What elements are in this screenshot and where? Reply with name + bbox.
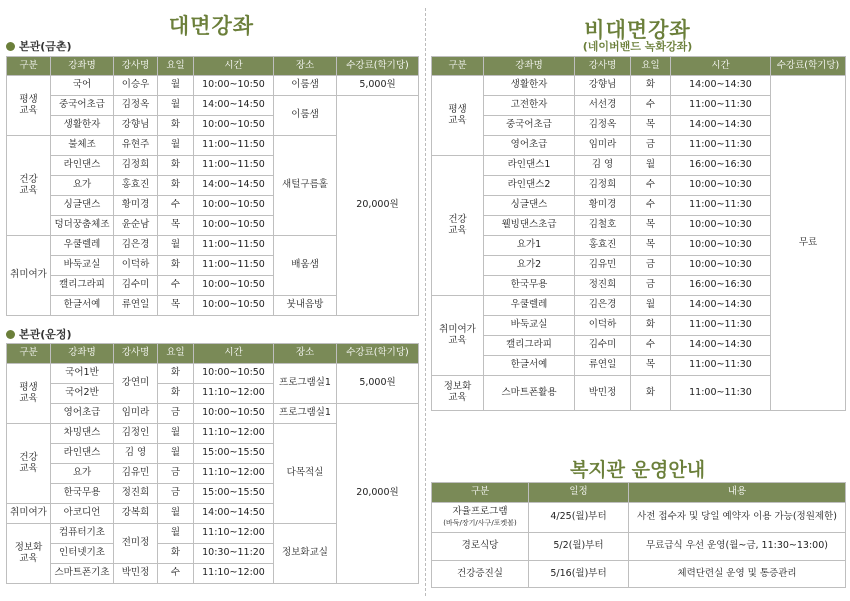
time-cell: 11:00~11:50 [194, 236, 274, 256]
course-name: 생활한자 [51, 116, 114, 136]
place-cell: 이룸샘 [274, 96, 337, 136]
place-cell: 붓내음방 [274, 296, 337, 316]
header-cell: 내용 [629, 483, 846, 503]
course-name: 우쿨렐레 [51, 236, 114, 256]
place-cell: 프로그램실1 [274, 404, 337, 424]
date-cell: 5/16(월)부터 [529, 561, 629, 588]
time-cell: 11:00~11:50 [194, 156, 274, 176]
category-text: 정보화 [14, 541, 43, 553]
geumchon-table [6, 56, 419, 316]
time-cell: 10:00~10:50 [194, 116, 274, 136]
day-cell: 목 [158, 296, 194, 316]
category-text: 건강 [19, 451, 38, 463]
table-row [432, 76, 846, 96]
course-name: 라인댄스1 [484, 156, 575, 176]
teacher-name: 김은경 [114, 236, 158, 256]
time-cell: 10:00~10:50 [194, 76, 274, 96]
category-cell [432, 156, 484, 296]
table-header-row [7, 344, 419, 364]
teacher-name: 강향님 [114, 116, 158, 136]
category-text: 건강 [19, 173, 38, 185]
content-cell: 사전 접수자 및 당일 예약자 이용 가능(정원제한) [629, 503, 846, 533]
time-cell: 14:00~14:30 [671, 76, 771, 96]
category-subtext: (바둑/장기/사구/포켓볼) [443, 518, 517, 527]
teacher-name: 김정인 [114, 424, 158, 444]
day-cell: 수 [158, 276, 194, 296]
category-text: 교육 [19, 392, 38, 404]
day-cell: 월 [631, 296, 671, 316]
time-cell: 14:00~14:30 [671, 336, 771, 356]
day-cell: 금 [158, 464, 194, 484]
header-cell: 시간 [671, 57, 771, 76]
course-name: 스마트폰활용 [484, 376, 575, 411]
course-name: 스마트폰기초 [51, 564, 114, 584]
category-text: 평생 [448, 103, 467, 115]
time-cell: 10:00~10:50 [194, 216, 274, 236]
category-cell [7, 524, 51, 584]
course-name: 한글서예 [484, 356, 575, 376]
teacher-name: 정진희 [575, 276, 631, 296]
nonface-title: 비대면강좌 [584, 18, 691, 42]
course-name: 고전한자 [484, 96, 575, 116]
header-cell: 강사명 [114, 344, 158, 364]
day-cell: 화 [631, 316, 671, 336]
teacher-name: 김 영 [114, 444, 158, 464]
header-cell: 구분 [7, 57, 51, 76]
time-cell: 10:00~10:30 [671, 236, 771, 256]
teacher-name: 류연일 [114, 296, 158, 316]
content-cell: 무료급식 우선 운영(월~금, 11:30~13:00) [629, 533, 846, 561]
category-text: 평생 [19, 93, 38, 105]
time-cell: 15:00~15:50 [194, 484, 274, 504]
course-name: 요가1 [484, 236, 575, 256]
course-name: 요가2 [484, 256, 575, 276]
day-cell: 수 [158, 564, 194, 584]
category-text: 교육 [448, 392, 467, 403]
day-cell: 화 [631, 376, 671, 411]
category-cell [7, 136, 51, 236]
category-text: 취미여가 [439, 323, 476, 335]
teacher-name: 황미경 [114, 196, 158, 216]
course-name: 차밍댄스 [51, 424, 114, 444]
category-cell: 건강증진실 [432, 561, 529, 588]
category-cell [432, 76, 484, 156]
course-name: 라인댄스 [51, 444, 114, 464]
bullet-icon [6, 330, 15, 339]
day-cell: 월 [158, 136, 194, 156]
course-name: 중국어초급 [484, 116, 575, 136]
header-cell: 수강료(학기당) [337, 344, 419, 364]
day-cell: 금 [631, 276, 671, 296]
category-cell [7, 364, 51, 424]
table-row [432, 561, 846, 588]
header-cell: 강사명 [114, 57, 158, 76]
time-cell: 11:10~12:00 [194, 384, 274, 404]
time-cell: 11:00~11:50 [194, 136, 274, 156]
header-cell: 요일 [158, 57, 194, 76]
category-text: 교육 [19, 104, 38, 116]
place-cell: 다목적실 [274, 424, 337, 524]
day-cell: 월 [158, 236, 194, 256]
time-cell: 10:00~10:50 [194, 296, 274, 316]
course-name: 요가 [51, 176, 114, 196]
fee-cell: 5,000원 [337, 364, 419, 404]
course-name: 라인댄스2 [484, 176, 575, 196]
category-text: 교육 [19, 552, 38, 564]
time-cell: 10:00~10:30 [671, 216, 771, 236]
time-cell: 11:00~11:30 [671, 96, 771, 116]
day-cell: 목 [631, 356, 671, 376]
fee-cell: 무료 [771, 76, 846, 411]
time-cell: 11:00~11:30 [671, 316, 771, 336]
teacher-name: 김수미 [575, 336, 631, 356]
category-cell [432, 503, 529, 533]
time-cell: 10:00~10:30 [671, 176, 771, 196]
fee-cell: 20,000원 [337, 96, 419, 316]
day-cell: 화 [158, 364, 194, 384]
time-cell: 14:00~14:30 [671, 296, 771, 316]
nonface-table [431, 56, 846, 411]
teacher-name: 김철호 [575, 216, 631, 236]
header-cell: 장소 [274, 57, 337, 76]
teacher-name: 박민정 [114, 564, 158, 584]
fee-cell: 5,000원 [337, 76, 419, 96]
day-cell: 화 [158, 256, 194, 276]
category-cell [432, 376, 484, 411]
course-name: 요가 [51, 464, 114, 484]
course-name: 국어 [51, 76, 114, 96]
time-cell: 11:10~12:00 [194, 424, 274, 444]
course-name: 영어초급 [51, 404, 114, 424]
day-cell: 수 [631, 196, 671, 216]
header-cell: 구분 [7, 344, 51, 364]
date-cell: 4/25(월)부터 [529, 503, 629, 533]
course-name: 캘리그라피 [484, 336, 575, 356]
time-cell: 10:00~10:50 [194, 276, 274, 296]
day-cell: 수 [631, 96, 671, 116]
teacher-name: 김정희 [575, 176, 631, 196]
header-cell: 요일 [158, 344, 194, 364]
table-header-row [432, 483, 846, 503]
category-text: 건강 [448, 213, 467, 225]
day-cell: 화 [158, 176, 194, 196]
day-cell: 화 [158, 544, 194, 564]
day-cell: 월 [158, 424, 194, 444]
place-cell: 배움샘 [274, 236, 337, 296]
category-cell: 취미여가 [7, 504, 51, 524]
header-cell: 강사명 [575, 57, 631, 76]
time-cell: 10:00~10:50 [194, 364, 274, 384]
time-cell: 11:00~11:30 [671, 356, 771, 376]
course-name: 캘리그라피 [51, 276, 114, 296]
teacher-name: 이덕하 [575, 316, 631, 336]
section-geumchon [6, 38, 72, 54]
time-cell: 10:00~10:50 [194, 196, 274, 216]
header-cell: 일정 [529, 483, 629, 503]
course-name: 덩더꿍춤체조 [51, 216, 114, 236]
teacher-name: 김정옥 [114, 96, 158, 116]
course-name: 불체조 [51, 136, 114, 156]
nonface-subtitle: (네이버밴드 녹화강좌) [582, 40, 693, 53]
day-cell: 화 [631, 76, 671, 96]
teacher-name: 황미경 [575, 196, 631, 216]
day-cell: 월 [158, 524, 194, 544]
time-cell: 11:00~11:50 [194, 256, 274, 276]
course-name: 중국어초급 [51, 96, 114, 116]
section-label: 본관(금촌) [19, 40, 72, 53]
time-cell: 14:00~14:50 [194, 96, 274, 116]
day-cell: 화 [158, 156, 194, 176]
header-cell: 강좌명 [51, 344, 114, 364]
place-cell: 정보화교실 [274, 524, 337, 584]
face-title: 대면강좌 [168, 14, 255, 38]
teacher-name: 유현주 [114, 136, 158, 156]
day-cell: 화 [158, 384, 194, 404]
teacher-name: 이덕하 [114, 256, 158, 276]
day-cell: 금 [631, 136, 671, 156]
day-cell: 목 [631, 216, 671, 236]
course-name: 바둑교실 [51, 256, 114, 276]
day-cell: 목 [631, 116, 671, 136]
bullet-icon [6, 42, 15, 51]
teacher-name: 서선경 [575, 96, 631, 116]
day-cell: 금 [158, 404, 194, 424]
header-cell: 구분 [432, 483, 529, 503]
teacher-name: 류연일 [575, 356, 631, 376]
category-text: 교육 [448, 224, 467, 236]
day-cell: 수 [631, 336, 671, 356]
course-name: 한국무용 [484, 276, 575, 296]
teacher-name: 정진희 [114, 484, 158, 504]
course-name: 웰빙댄스초급 [484, 216, 575, 236]
course-name: 국어1반 [51, 364, 114, 384]
course-name: 바둑교실 [484, 316, 575, 336]
header-cell: 장소 [274, 344, 337, 364]
content-cell: 체력단련실 운영 및 통증관리 [629, 561, 846, 588]
header-cell: 강좌명 [484, 57, 575, 76]
category-cell [432, 296, 484, 376]
header-cell: 강좌명 [51, 57, 114, 76]
header-cell: 수강료(학기당) [771, 57, 846, 76]
unjeong-table [6, 343, 419, 584]
time-cell: 10:00~10:50 [194, 404, 274, 424]
table-header-row [7, 57, 419, 76]
table-header-row [432, 57, 846, 76]
time-cell: 14:00~14:30 [671, 116, 771, 136]
teacher-name: 박민정 [575, 376, 631, 411]
day-cell: 금 [158, 484, 194, 504]
date-cell: 5/2(월)부터 [529, 533, 629, 561]
day-cell: 월 [158, 96, 194, 116]
teacher-name: 김은경 [575, 296, 631, 316]
course-name: 한글서예 [51, 296, 114, 316]
day-cell: 월 [158, 504, 194, 524]
course-name: 국어2반 [51, 384, 114, 404]
category-text: 평생 [19, 381, 38, 393]
category-text: 교육 [448, 114, 467, 126]
teacher-name: 김유민 [114, 464, 158, 484]
teacher-name: 김정옥 [575, 116, 631, 136]
teacher-name: 윤순남 [114, 216, 158, 236]
time-cell: 16:00~16:30 [671, 156, 771, 176]
day-cell: 화 [158, 116, 194, 136]
header-cell: 수강료(학기당) [337, 57, 419, 76]
place-cell: 프로그램실1 [274, 364, 337, 404]
teacher-name: 이승우 [114, 76, 158, 96]
time-cell: 16:00~16:30 [671, 276, 771, 296]
info-title: 복지관 운영안내 [569, 459, 706, 481]
category-text: 교육 [19, 462, 38, 474]
teacher-name: 강향님 [575, 76, 631, 96]
time-cell: 11:10~12:00 [194, 524, 274, 544]
info-table [431, 482, 846, 588]
day-cell: 월 [631, 156, 671, 176]
teacher-name: 김수미 [114, 276, 158, 296]
table-row [7, 404, 419, 424]
header-cell: 시간 [194, 344, 274, 364]
category-text: 자율프로그램 [452, 505, 508, 517]
table-row [7, 96, 419, 116]
day-cell: 월 [158, 76, 194, 96]
teacher-name: 전미정 [114, 524, 158, 564]
teacher-name: 임미라 [114, 404, 158, 424]
time-cell: 10:00~10:30 [671, 256, 771, 276]
teacher-name: 강복희 [114, 504, 158, 524]
course-name: 컴퓨터기초 [51, 524, 114, 544]
course-name: 우쿨렐레 [484, 296, 575, 316]
fee-cell: 20,000원 [337, 404, 419, 584]
time-cell: 11:00~11:30 [671, 376, 771, 411]
place-cell: 이룸샘 [274, 76, 337, 96]
time-cell: 10:30~11:20 [194, 544, 274, 564]
place-cell: 새털구름홀 [274, 136, 337, 236]
table-row [432, 533, 846, 561]
course-name: 싱글댄스 [51, 196, 114, 216]
teacher-name: 김유민 [575, 256, 631, 276]
teacher-name: 김 영 [575, 156, 631, 176]
section-label: 본관(운정) [19, 328, 72, 341]
day-cell: 목 [158, 216, 194, 236]
time-cell: 11:10~12:00 [194, 564, 274, 584]
time-cell: 11:00~11:30 [671, 136, 771, 156]
category-text: 교육 [448, 334, 467, 346]
day-cell: 수 [158, 196, 194, 216]
teacher-name: 홍효진 [114, 176, 158, 196]
category-text: 교육 [19, 184, 38, 196]
time-cell: 14:00~14:50 [194, 176, 274, 196]
category-cell [7, 424, 51, 504]
day-cell: 금 [631, 256, 671, 276]
header-cell: 시간 [194, 57, 274, 76]
table-row [7, 364, 419, 384]
divider [425, 8, 426, 596]
course-name: 한국무용 [51, 484, 114, 504]
category-cell: 경로식당 [432, 533, 529, 561]
category-text: 정보화 [443, 381, 472, 393]
day-cell: 월 [158, 444, 194, 464]
category-cell [7, 76, 51, 136]
header-cell: 요일 [631, 57, 671, 76]
day-cell: 수 [631, 176, 671, 196]
course-name: 인터넷기초 [51, 544, 114, 564]
course-name: 아코디언 [51, 504, 114, 524]
teacher-name: 김정희 [114, 156, 158, 176]
course-name: 라인댄스 [51, 156, 114, 176]
category-cell: 취미여가 [7, 236, 51, 316]
course-name: 싱글댄스 [484, 196, 575, 216]
section-unjeong [6, 326, 72, 342]
teacher-name: 임미라 [575, 136, 631, 156]
table-row [432, 503, 846, 533]
course-name: 영어초급 [484, 136, 575, 156]
time-cell: 14:00~14:50 [194, 504, 274, 524]
time-cell: 15:00~15:50 [194, 444, 274, 464]
time-cell: 11:10~12:00 [194, 464, 274, 484]
table-row [7, 76, 419, 96]
teacher-name: 홍효진 [575, 236, 631, 256]
time-cell: 11:00~11:30 [671, 196, 771, 216]
day-cell: 목 [631, 236, 671, 256]
course-name: 생활한자 [484, 76, 575, 96]
header-cell: 구분 [432, 57, 484, 76]
teacher-name: 강연미 [114, 364, 158, 404]
